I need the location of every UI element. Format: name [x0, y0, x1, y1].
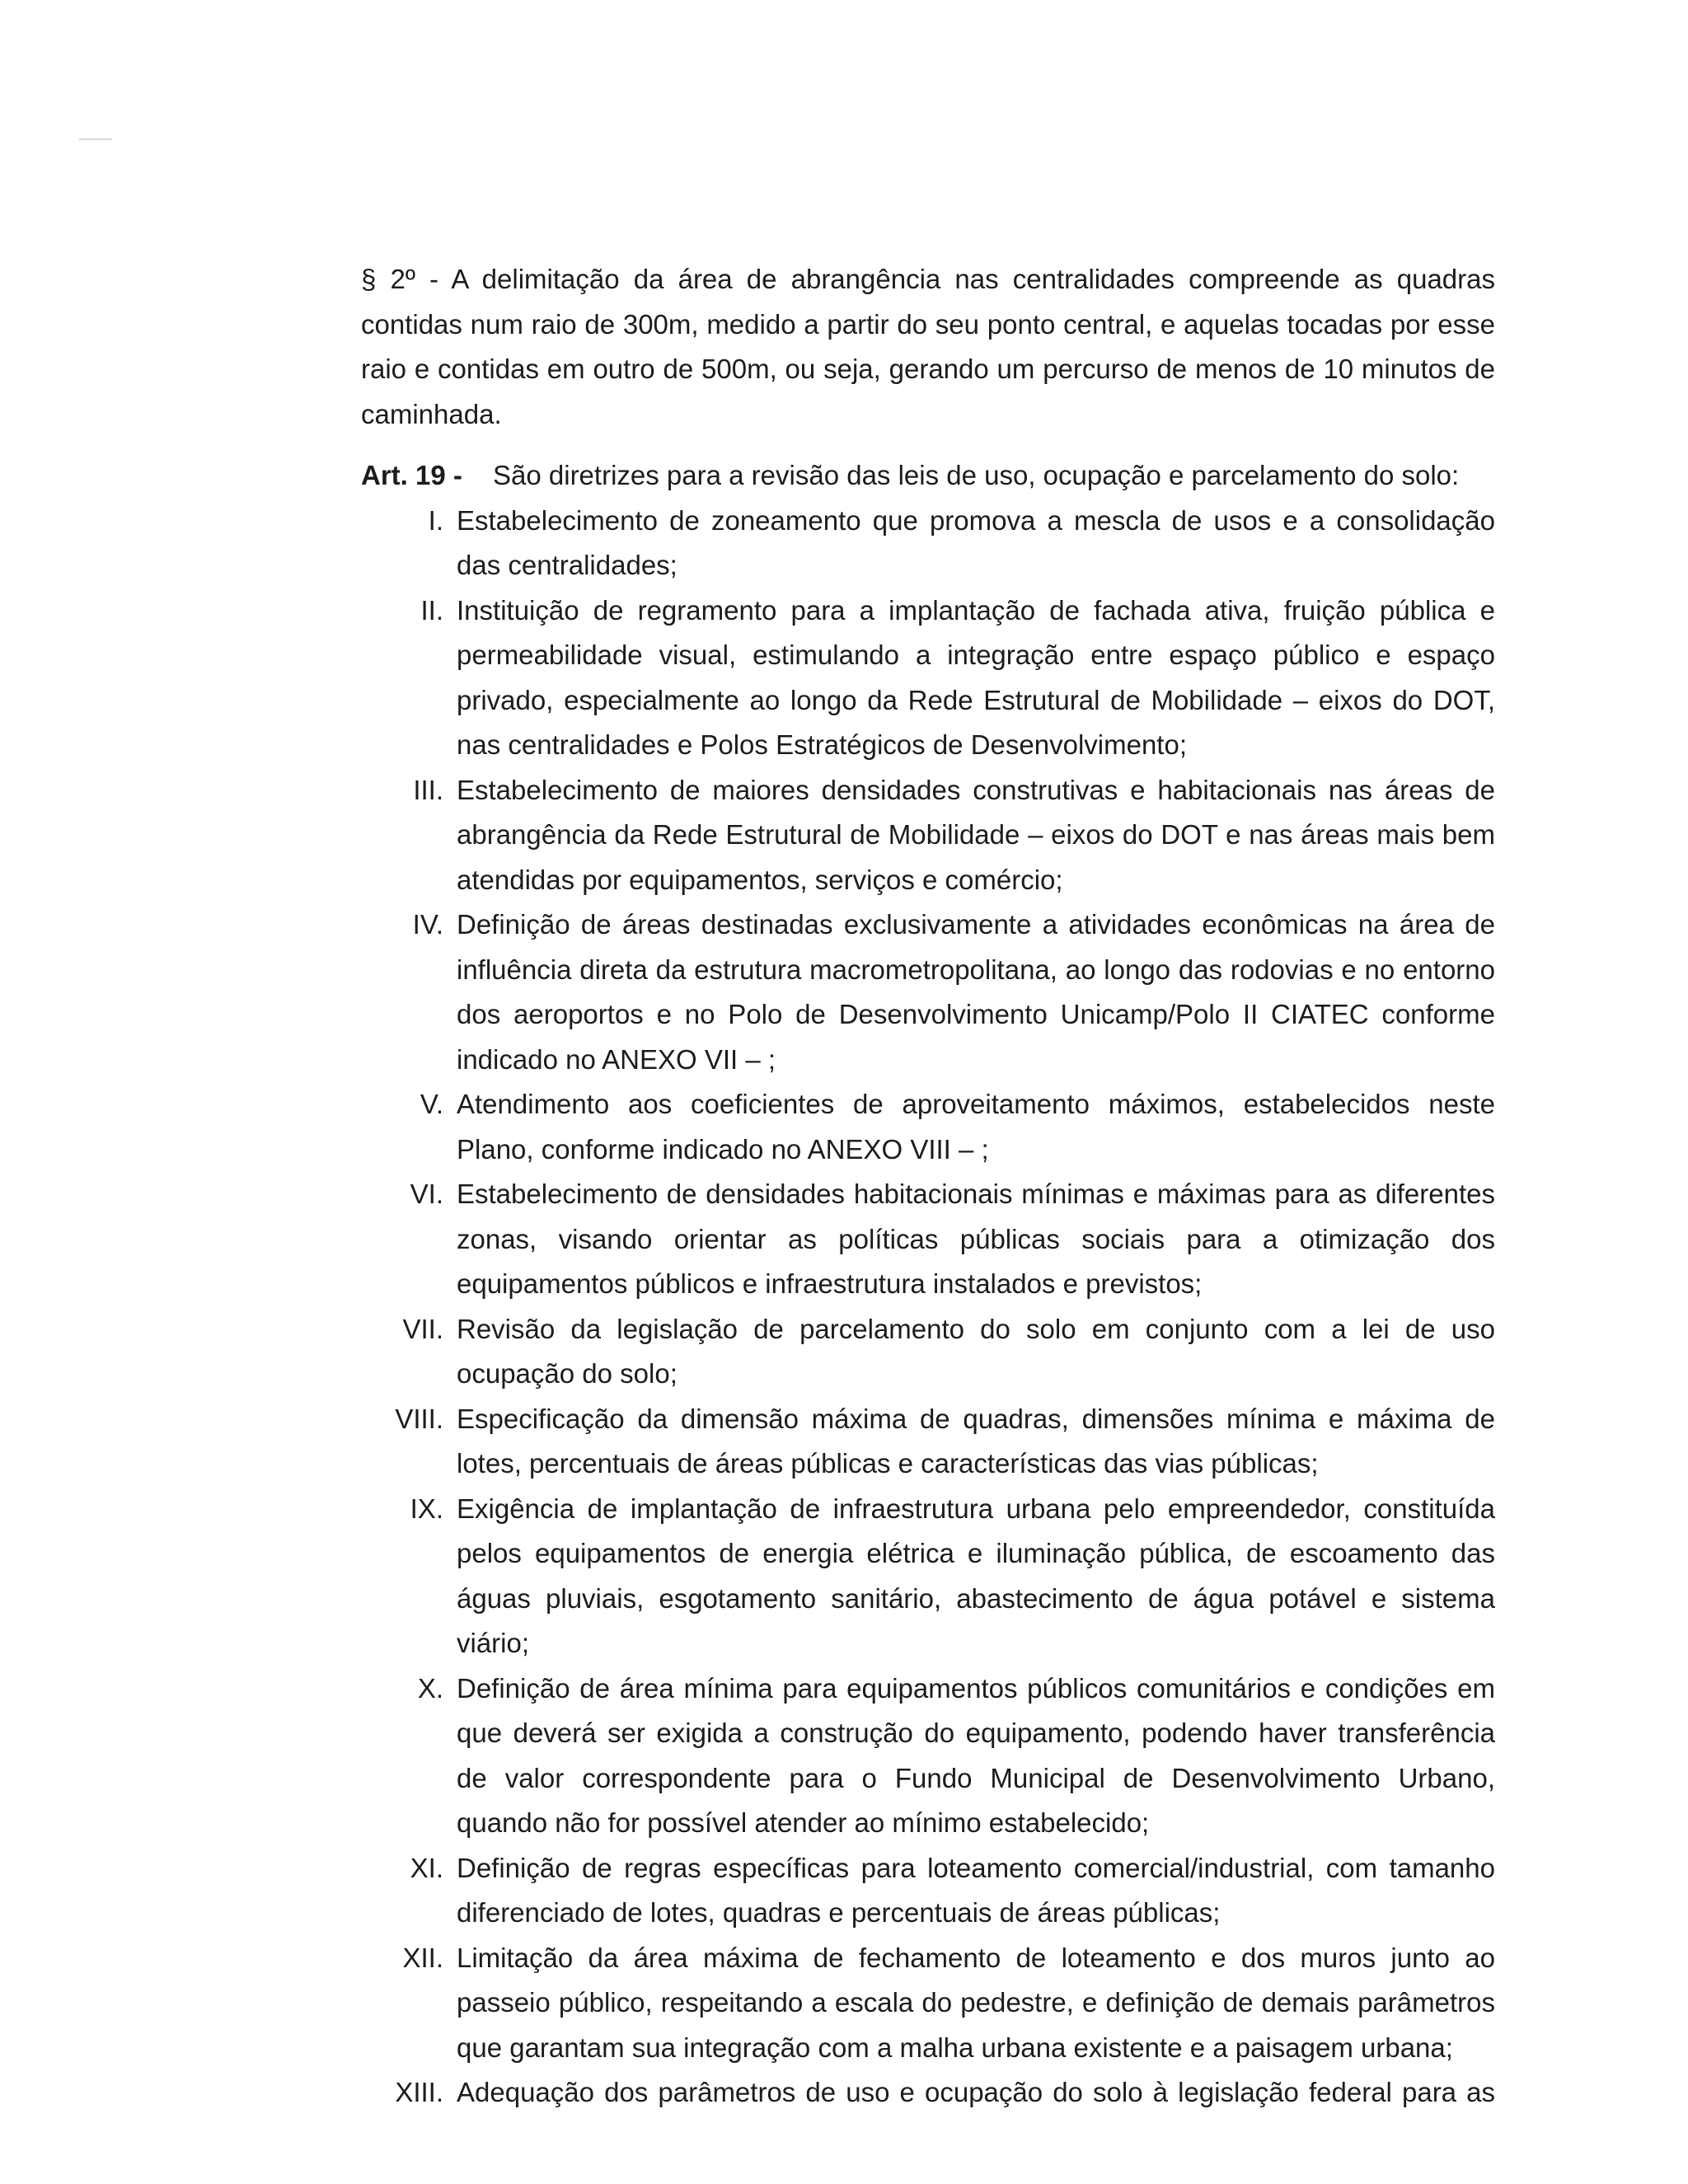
list-item — [361, 768, 1495, 903]
paragraph-text: A delimitação da área de abrangência nas centralidades compreende as quadras contidas num raio de 300m, medido a partir do seu ponto central, e aquelas tocadas por esse raio e contidas em outro de 500m, ou seja, gerando um percurso de menos de 10 minutos de caminhada. — [361, 264, 1495, 429]
item-numeral: IV. — [412, 909, 443, 940]
item-text: Adequação dos parâmetros de uso e ocupação do solo à legislação federal para as — [457, 2077, 1495, 2107]
article-19-items — [361, 499, 1495, 2116]
list-item — [361, 1082, 1495, 1172]
item-numeral: XIII. — [395, 2077, 443, 2107]
paragraph-label: § 2º - — [361, 264, 439, 294]
list-item — [361, 1666, 1495, 1846]
list-item — [361, 1487, 1495, 1666]
item-numeral: VIII. — [395, 1403, 443, 1434]
item-text: Revisão da legislação de parcelamento do solo em conjunto com a lei de uso ocupação do solo; — [457, 1313, 1495, 1389]
item-text: Definição de área mínima para equipamentos públicos comunitários e condições em que deverá ser exigida a construção do equipamento, podendo haver transferência de valor correspondente para o Fundo Municipal de Desenvolvimento Urbano, quando não for possível atender ao mínimo estabelecido; — [457, 1672, 1495, 1838]
article-19-caput — [361, 453, 1495, 499]
item-numeral: III. — [413, 774, 443, 805]
document-body — [361, 257, 1495, 2116]
paragraph-2 — [361, 257, 1495, 437]
item-numeral: VI. — [410, 1179, 443, 1209]
list-item — [361, 1307, 1495, 1397]
item-numeral: I. — [428, 504, 443, 536]
item-text: Estabelecimento de densidades habitacionais mínimas e máximas para as diferentes zonas, visando orientar as políticas públicas sociais para a otimização dos equipamentos públicos e infraestrutura instalados e previstos; — [457, 1179, 1495, 1299]
item-numeral: IX. — [410, 1493, 443, 1524]
scan-artifact — [79, 138, 112, 140]
item-text: Definição de regras específicas para loteamento comercial/industrial, com tamanho diferenciado de lotes, quadras e percentuais de áreas públicas; — [457, 1852, 1495, 1928]
item-text: Estabelecimento de zoneamento que promova a mescla de usos e a consolidação das centralidades; — [457, 504, 1495, 580]
list-item — [361, 1936, 1495, 2071]
list-item — [361, 499, 1495, 588]
list-item — [361, 2070, 1495, 2116]
item-text: Exigência de implantação de infraestrutura urbana pelo empreendedor, constituída pelos equipamentos de energia elétrica e iluminação pública, de escoamento das águas pluviais, esgotamento sanitário, abastecimento de água potável e sistema viário; — [457, 1493, 1495, 1658]
article-label: Art. 19 - — [361, 460, 462, 490]
list-item — [361, 1397, 1495, 1487]
item-text: Atendimento aos coeficientes de aproveitamento máximos, estabelecidos neste Plano, conforme indicado no ANEXO VIII – ; — [457, 1089, 1495, 1165]
item-text: Especificação da dimensão máxima de quadras, dimensões mínima e máxima de lotes, percentuais de áreas públicas e características das vias públicas; — [457, 1403, 1495, 1479]
item-numeral: VII. — [402, 1313, 443, 1344]
item-numeral: II. — [420, 594, 443, 626]
list-item — [361, 1846, 1495, 1936]
item-text: Estabelecimento de maiores densidades construtivas e habitacionais nas áreas de abrangência da Rede Estrutural de Mobilidade – eixos do DOT e nas áreas mais bem atendidas por equipamentos, serviços e comércio; — [457, 774, 1495, 895]
item-text: Limitação da área máxima de fechamento de loteamento e dos muros junto ao passeio público, respeitando a escala do pedestre, e definição de demais parâmetros que garantam sua integração com a malha urbana existente e a paisagem urbana; — [457, 1942, 1495, 2063]
list-item — [361, 902, 1495, 1082]
item-text: Instituição de regramento para a implantação de fachada ativa, fruição pública e permeabilidade visual, estimulando a integração entre espaço público e espaço privado, especialmente ao longo da Rede Estrutural de Mobilidade – eixos do DOT, nas centralidades e Polos Estratégicos de Desenvolvimento; — [457, 594, 1495, 760]
item-numeral: X. — [417, 1672, 443, 1704]
item-numeral: XII. — [402, 1942, 443, 1973]
item-numeral: V. — [420, 1089, 443, 1119]
list-item — [361, 1172, 1495, 1307]
item-numeral: XI. — [410, 1852, 443, 1883]
list-item — [361, 588, 1495, 768]
item-text: Definição de áreas destinadas exclusivamente a atividades econômicas na área de influência direta da estrutura macrometropolitana, ao longo das rodovias e no entorno dos aeroportos e no Polo de Desenvolvimento Unicamp/Polo II CIATEC conforme indicado no ANEXO VII – ; — [457, 909, 1495, 1075]
article-caput: São diretrizes para a revisão das leis de uso, ocupação e parcelamento do solo: — [493, 460, 1460, 490]
